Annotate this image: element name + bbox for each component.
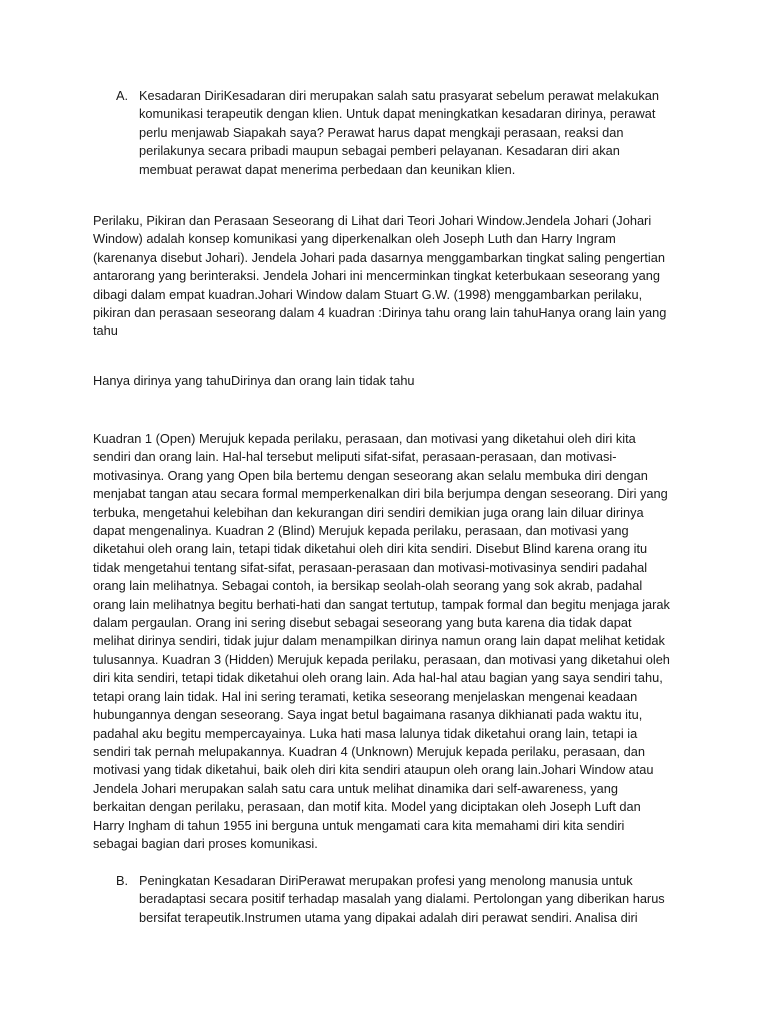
list-item-b-text: Peningkatan Kesadaran DiriPerawat merupakan profesi yang menolong manusia untuk beradaptasi secara positif terhadap masalah yang dialami. Pertolongan yang diberikan harus bersifat terapeutik.Instrumen utama yang dipakai adalah diri perawat sendiri. Analisa diri [139, 873, 665, 925]
list-item-b [116, 872, 672, 932]
quadrant-names-paragraph: Hanya dirinya yang tahuDirinya dan orang lain tidak tahu [93, 373, 415, 388]
quadrant-description-paragraph: Kuadran 1 (Open) Merujuk kepada perilaku, perasaan, dan motivasi yang diketahui oleh diri kita sendiri dan orang lain. Hal-hal tersebut meliputi sifat-sifat, perasaan-perasaan, dan motivasi-motivasinya. Orang yang Open bila bertemu dengan seseorang akan selalu membuka diri dengan menjabat tangan atau secara formal memperkenalkan diri bila berjumpa dengan seseorang. Diri yang terbuka, mengetahui kelebihan dan kekurangan diri sendiri demikian juga orang lain diluar dirinya dapat mengenalinya. Kuadran 2 (Blind) Merujuk kepada perilaku, perasaan, dan motivasi yang diketahui oleh orang lain, tetapi tidak diketahui oleh diri kita sendiri. Disebut Blind karena orang itu tidak mengetahui tentang sifat-sifat, perasaan-perasaan dan motivasi-motivasinya sendiri padahal orang lain melihatnya. Sebagai contoh, ia bersikap seolah-olah seorang yang sok akrab, padahal orang lain melihatnya begitu berhati-hati dan sangat tertutup, tampak formal dan begitu menjaga jarak dalam pergaulan. Orang ini sering disebut sebagai seseorang yang buta karena dia tidak dapat melihat dirinya sendiri, tidak jujur dalam menampilkan dirinya namun orang lain dapat melihat ketidak tulusannya. Kuadran 3 (Hidden) Merujuk kepada perilaku, perasaan, dan motivasi yang diketahui oleh diri kita sendiri, tetapi tidak diketahui oleh orang lain. Ada hal-hal atau bagian yang saya sendiri tahu, tetapi orang lain tidak. Hal ini sering teramati, ketika seseorang menjelaskan mengenai keadaan hubungannya dengan seseorang. Saya ingat betul bagaimana rasanya dikhianati pada waktu itu, padahal aku begitu mempercayainya. Luka hati masa lalunya tidak diketahui orang lain, tetapi ia sendiri tak pernah melupakannya. Kuadran 4 (Unknown) Merujuk kepada perilaku, perasaan, dan motivasi yang tidak diketahui, baik oleh diri kita sendiri ataupun oleh orang lain.Johari Window atau Jendela Johari merupakan salah satu cara untuk melihat dinamika dari self-awareness, yang berkaitan dengan perilaku, perasaan, dan motif kita. Model yang diciptakan oleh Joseph Luft dan Harry Ingham di tahun 1955 ini berguna untuk mengamati cara kita memahami diri kita sendiri sebagai bagian dari proses komunikasi. [93, 431, 670, 851]
johari-intro-paragraph: Perilaku, Pikiran dan Perasaan Seseorang di Lihat dari Teori Johari Window.Jendela Johari (Johari Window) adalah konsep komunikasi yang diperkenalkan oleh Joseph Luth dan Harry Ingram (karenanya disebut Johari). Jendela Johari pada dasarnya menggambarkan tingkat saling pengertian antarorang yang berinteraksi. Jendela Johari ini mencerminkan tingkat keterbukaan seseorang yang dibagi dalam empat kuadran.Johari Window dalam Stuart G.W. (1998) menggambarkan perilaku, pikiran dan perasaan seseorang dalam 4 kuadran :Dirinya tahu orang lain tahuHanya orang lain yang tahu [93, 213, 667, 339]
list-marker-b: B. [116, 873, 129, 888]
list-marker-a: A. [116, 88, 129, 103]
list-item-a [116, 87, 672, 187]
list-item-a-text: Kesadaran DiriKesadaran diri merupakan salah satu prasyarat sebelum perawat melakukan komunikasi terapeutik dengan klien. Untuk dapat meningkatkan kesadaran dirinya, perawat perlu menjawab Siapakah saya? Perawat harus dapat mengkaji perasaan, reaksi dan perilakunya secara pribadi maupun sebagai pemberi pelayanan. Kesadaran diri akan membuat perawat dapat menerima perbedaan dan keunikan klien. [139, 88, 659, 177]
